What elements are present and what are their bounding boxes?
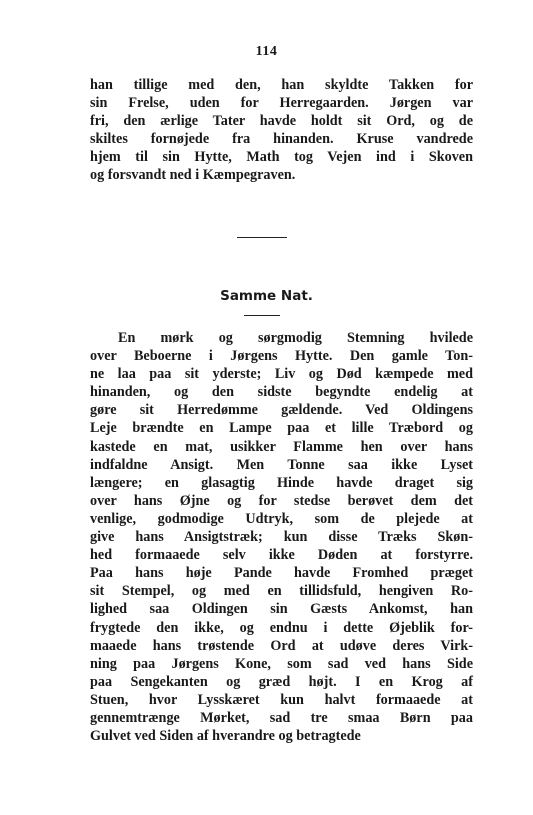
text-line: maaede hans trøstende Ord at udøve deres Virk- bbox=[90, 637, 473, 654]
text-line: venlige, godmodige Udtryk, som de plejede at bbox=[90, 510, 473, 527]
text-line: fri, den ærlige Tater havde holdt sit Ord, og de bbox=[90, 113, 473, 130]
section-separator bbox=[237, 237, 287, 238]
text-line: kastede en mat, usikker Flamme hen over hans bbox=[90, 438, 473, 455]
text-line: give hans Ansigtstræk; kun disse Træks Skøn- bbox=[90, 529, 473, 546]
paragraph-1 bbox=[90, 76, 473, 185]
text-line: og forsvandt ned i Kæmpegraven. bbox=[90, 167, 296, 184]
text-line: Leje brændte en Lampe paa et lille Træbord og bbox=[90, 420, 473, 437]
text-line: over hans Øjne og for stedse berøvet dem det bbox=[90, 492, 473, 509]
text-line: frygtede den ikke, og endnu i dette Øjeblik for- bbox=[90, 619, 473, 636]
text-line: hjem til sin Hytte, Math tog Vejen ind i Skoven bbox=[90, 149, 473, 166]
text-line: hinanden, og den sidste begyndte endelig at bbox=[90, 384, 473, 401]
text-line: paa Sengekanten og græd højt. I en Krog af bbox=[90, 673, 473, 690]
text-line: han tillige med den, han skyldte Takken for bbox=[90, 77, 473, 93]
text-line: gøre sit Herredømme gældende. Ved Oldingens bbox=[90, 402, 473, 419]
text-line: skiltes fornøjede fra hinanden. Kruse vandrede bbox=[90, 131, 473, 148]
section-title: Samme Nat. bbox=[220, 288, 313, 304]
section-title-underline bbox=[244, 315, 280, 316]
text-line: gennemtrænge Mørket, sad tre smaa Børn paa bbox=[90, 709, 473, 726]
text-line: over Beboerne i Jørgens Hytte. Den gamle Ton- bbox=[90, 348, 473, 365]
text-line: ne laa paa sit yderste; Liv og Død kæmpede med bbox=[90, 366, 473, 383]
text-line: sit Stempel, og med en tillidsfuld, hengiven Ro- bbox=[90, 583, 473, 600]
text-line: sin Frelse, uden for Herregaarden. Jørgen var bbox=[90, 95, 473, 112]
text-line: indfaldne Ansigt. Men Tonne saa ikke Lyset bbox=[90, 456, 473, 473]
text-line: Stuen, hvor Lysskæret kun halvt formaaede at bbox=[90, 691, 473, 708]
page-number: 114 bbox=[255, 44, 278, 59]
paragraph-2 bbox=[90, 329, 473, 745]
text-line: hed formaaede selv ikke Døden at forstyrre. bbox=[90, 547, 473, 564]
text-line: En mørk og sørgmodig Stemning hvilede bbox=[118, 330, 473, 346]
text-line: Paa hans høje Pande havde Fromhed præget bbox=[90, 565, 473, 582]
text-line: længere; en glasagtig Hinde havde draget sig bbox=[90, 474, 473, 491]
text-line: Gulvet ved Siden af hverandre og betragtede bbox=[90, 728, 361, 745]
text-line: ning paa Jørgens Kone, som sad ved hans Side bbox=[90, 655, 473, 672]
text-line: lighed saa Oldingen sin Gæsts Ankomst, han bbox=[90, 601, 473, 618]
